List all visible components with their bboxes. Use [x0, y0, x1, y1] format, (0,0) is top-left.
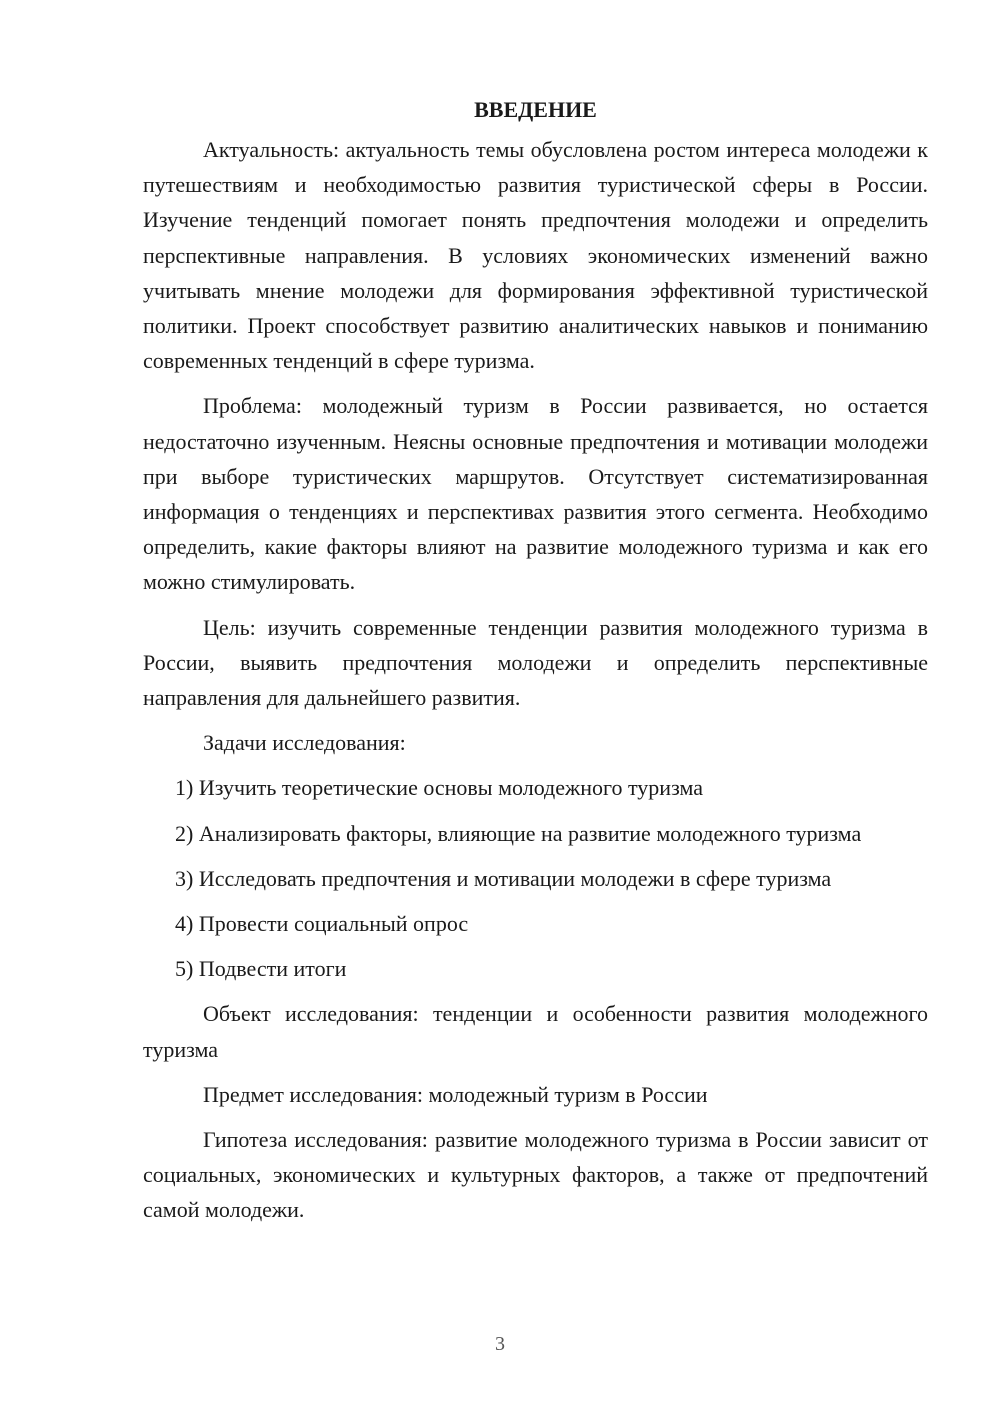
document-page: [143, 92, 928, 1228]
hypothesis-paragraph: Гипотеза исследования: развитие молодежного туризма в России зависит от социальных, экономических и культурных факторов, а также от предпочтений самой молодежи.: [143, 1127, 928, 1223]
relevance-paragraph: Актуальность: актуальность темы обусловлена ростом интереса молодежи к путешествиям и необходимостью развития туристической сферы в России. Изучение тенденций помогает понять предпочтения молодежи и определить перспективные направления. В условиях экономических изменений важно учитывать мнение молодежи для формирования эффективной туристической политики. Проект способствует развитию аналитических навыков и пониманию современных тенденций в сфере туризма.: [143, 137, 928, 374]
task-item-3: 3) Исследовать предпочтения и мотивации молодежи в сфере туризма: [175, 865, 832, 891]
page-number: 3: [495, 1333, 505, 1355]
subject-paragraph: Предмет исследования: молодежный туризм в России: [203, 1081, 708, 1107]
object-paragraph: Объект исследования: тенденции и особенности развития молодежного туризма: [143, 1001, 928, 1062]
task-item-4: 4) Провести социальный опрос: [175, 911, 469, 937]
task-item-5: 5) Подвести итоги: [175, 956, 347, 982]
tasks-heading: Задачи исследования:: [203, 730, 406, 756]
task-item-1: 1) Изучить теоретические основы молодежного туризма: [175, 775, 703, 801]
task-item-2: 2) Анализировать факторы, влияющие на развитие молодежного туризма: [175, 820, 862, 846]
problem-paragraph: Проблема: молодежный туризм в России развивается, но остается недостаточно изученным. Неясны основные предпочтения и мотивации молодежи при выборе туристических маршрутов. Отсутствует систематизированная информация о тенденциях и перспективах развития этого сегмента. Необходимо определить, какие факторы влияют на развитие молодежного туризма и как его можно стимулировать.: [143, 393, 928, 595]
page-title: ВВЕДЕНИЕ: [474, 97, 597, 122]
goal-paragraph: Цель: изучить современные тенденции развития молодежного туризма в России, выявить предпочтения молодежи и определить перспективные направления для дальнейшего развития.: [143, 614, 928, 711]
